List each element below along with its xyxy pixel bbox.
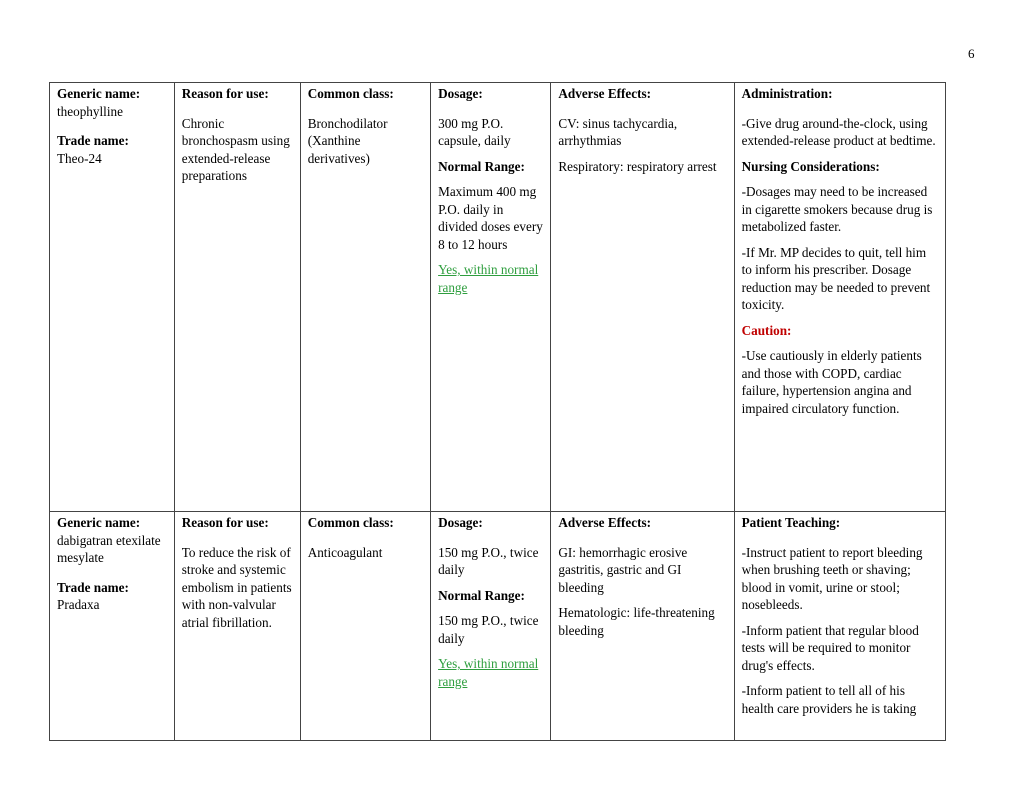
adverse-label: Adverse Effects:: [558, 515, 652, 530]
teaching-label: Patient Teaching:: [741, 515, 841, 530]
dosage-cell: [431, 83, 551, 512]
teaching-text-3: -Inform patient to tell all of his health care providers he is taking: [741, 683, 917, 716]
reason-text: Chronic bronchospasm using extended-release preparations: [181, 115, 290, 183]
adverse-cell: [551, 512, 734, 741]
caution-label: Caution:: [741, 322, 792, 338]
generic-name-label: Generic name:: [57, 515, 141, 530]
nursing-text-2: -If Mr. MP decides to quit, tell him to inform his prescriber. Dosage reduction may be needed to prevent toxicity.: [741, 244, 931, 312]
dosage-text: 300 mg P.O. capsule, daily: [438, 115, 511, 148]
dosage-label: Dosage:: [438, 515, 483, 530]
name-cell: [50, 83, 175, 512]
normal-range-label: Normal Range:: [438, 158, 525, 174]
normal-range-label: Normal Range:: [438, 587, 525, 603]
trade-name-value: Theo-24: [57, 150, 102, 166]
class-text: Anticoagulant: [307, 544, 383, 560]
adverse-effect-2: Respiratory: respiratory arrest: [558, 158, 717, 174]
dosage-cell: [431, 512, 551, 741]
teaching-text-1: -Instruct patient to report bleeding when brushing teeth or shaving; blood in vomit, urine or stool; nosebleeds.: [741, 544, 923, 612]
adverse-effect-1: GI: hemorrhagic erosive gastritis, gastric and GI bleeding: [558, 544, 688, 595]
reason-cell: [174, 83, 300, 512]
within-range-text: Yes, within normal range: [438, 656, 539, 689]
generic-name-value: theophylline: [57, 103, 123, 119]
reason-text: To reduce the risk of stroke and systemic embolism in patients with non-valvular atrial fibrillation.: [181, 544, 292, 630]
administration-label: Administration:: [741, 86, 833, 101]
generic-name-label: Generic name:: [57, 86, 141, 101]
teaching-text-2: -Inform patient that regular blood tests will be required to monitor drug's effects.: [741, 622, 919, 673]
class-cell: [300, 83, 430, 512]
reason-cell: [174, 512, 300, 741]
table-row: [50, 83, 946, 512]
class-text: Bronchodilator (Xanthine derivatives): [307, 115, 388, 166]
trade-name-label: Trade name:: [57, 133, 129, 148]
generic-name-value: dabigatran etexilate mesylate: [57, 532, 161, 565]
name-cell: [50, 512, 175, 741]
caution-text: -Use cautiously in elderly patients and those with COPD, cardiac failure, hypertension angina and impaired circulatory function.: [741, 348, 922, 416]
drug-card-table: [49, 82, 946, 741]
adverse-label: Adverse Effects:: [558, 86, 652, 101]
table-row: [50, 512, 946, 741]
adverse-effect-2: Hematologic: life-threatening bleeding: [558, 605, 715, 638]
class-label: Common class:: [307, 86, 394, 101]
nursing-label: Nursing Considerations:: [741, 158, 880, 174]
page-number: 6: [968, 46, 975, 61]
adverse-cell: [551, 83, 734, 512]
administration-text: -Give drug around-the-clock, using extended-release product at bedtime.: [741, 115, 936, 148]
dosage-label: Dosage:: [438, 86, 483, 101]
trade-name-value: Pradaxa: [57, 597, 100, 612]
within-range-text: Yes, within normal range: [438, 262, 539, 295]
normal-range-text: 150 mg P.O., twice daily: [438, 613, 539, 646]
adverse-effect-1: CV: sinus tachycardia, arrhythmias: [558, 115, 678, 148]
trade-name-label: Trade name:: [57, 579, 129, 595]
class-label: Common class:: [307, 515, 394, 530]
administration-cell: [734, 83, 945, 512]
normal-range-text: Maximum 400 mg P.O. daily in divided doses every 8 to 12 hours: [438, 184, 543, 252]
nursing-text-1: -Dosages may need to be increased in cigarette smokers because drug is metabolized faster.: [741, 184, 933, 234]
dosage-text: 150 mg P.O., twice daily: [438, 544, 539, 577]
teaching-cell: [734, 512, 945, 741]
reason-label: Reason for use:: [181, 515, 269, 530]
class-cell: [300, 512, 430, 741]
reason-label: Reason for use:: [181, 86, 269, 101]
